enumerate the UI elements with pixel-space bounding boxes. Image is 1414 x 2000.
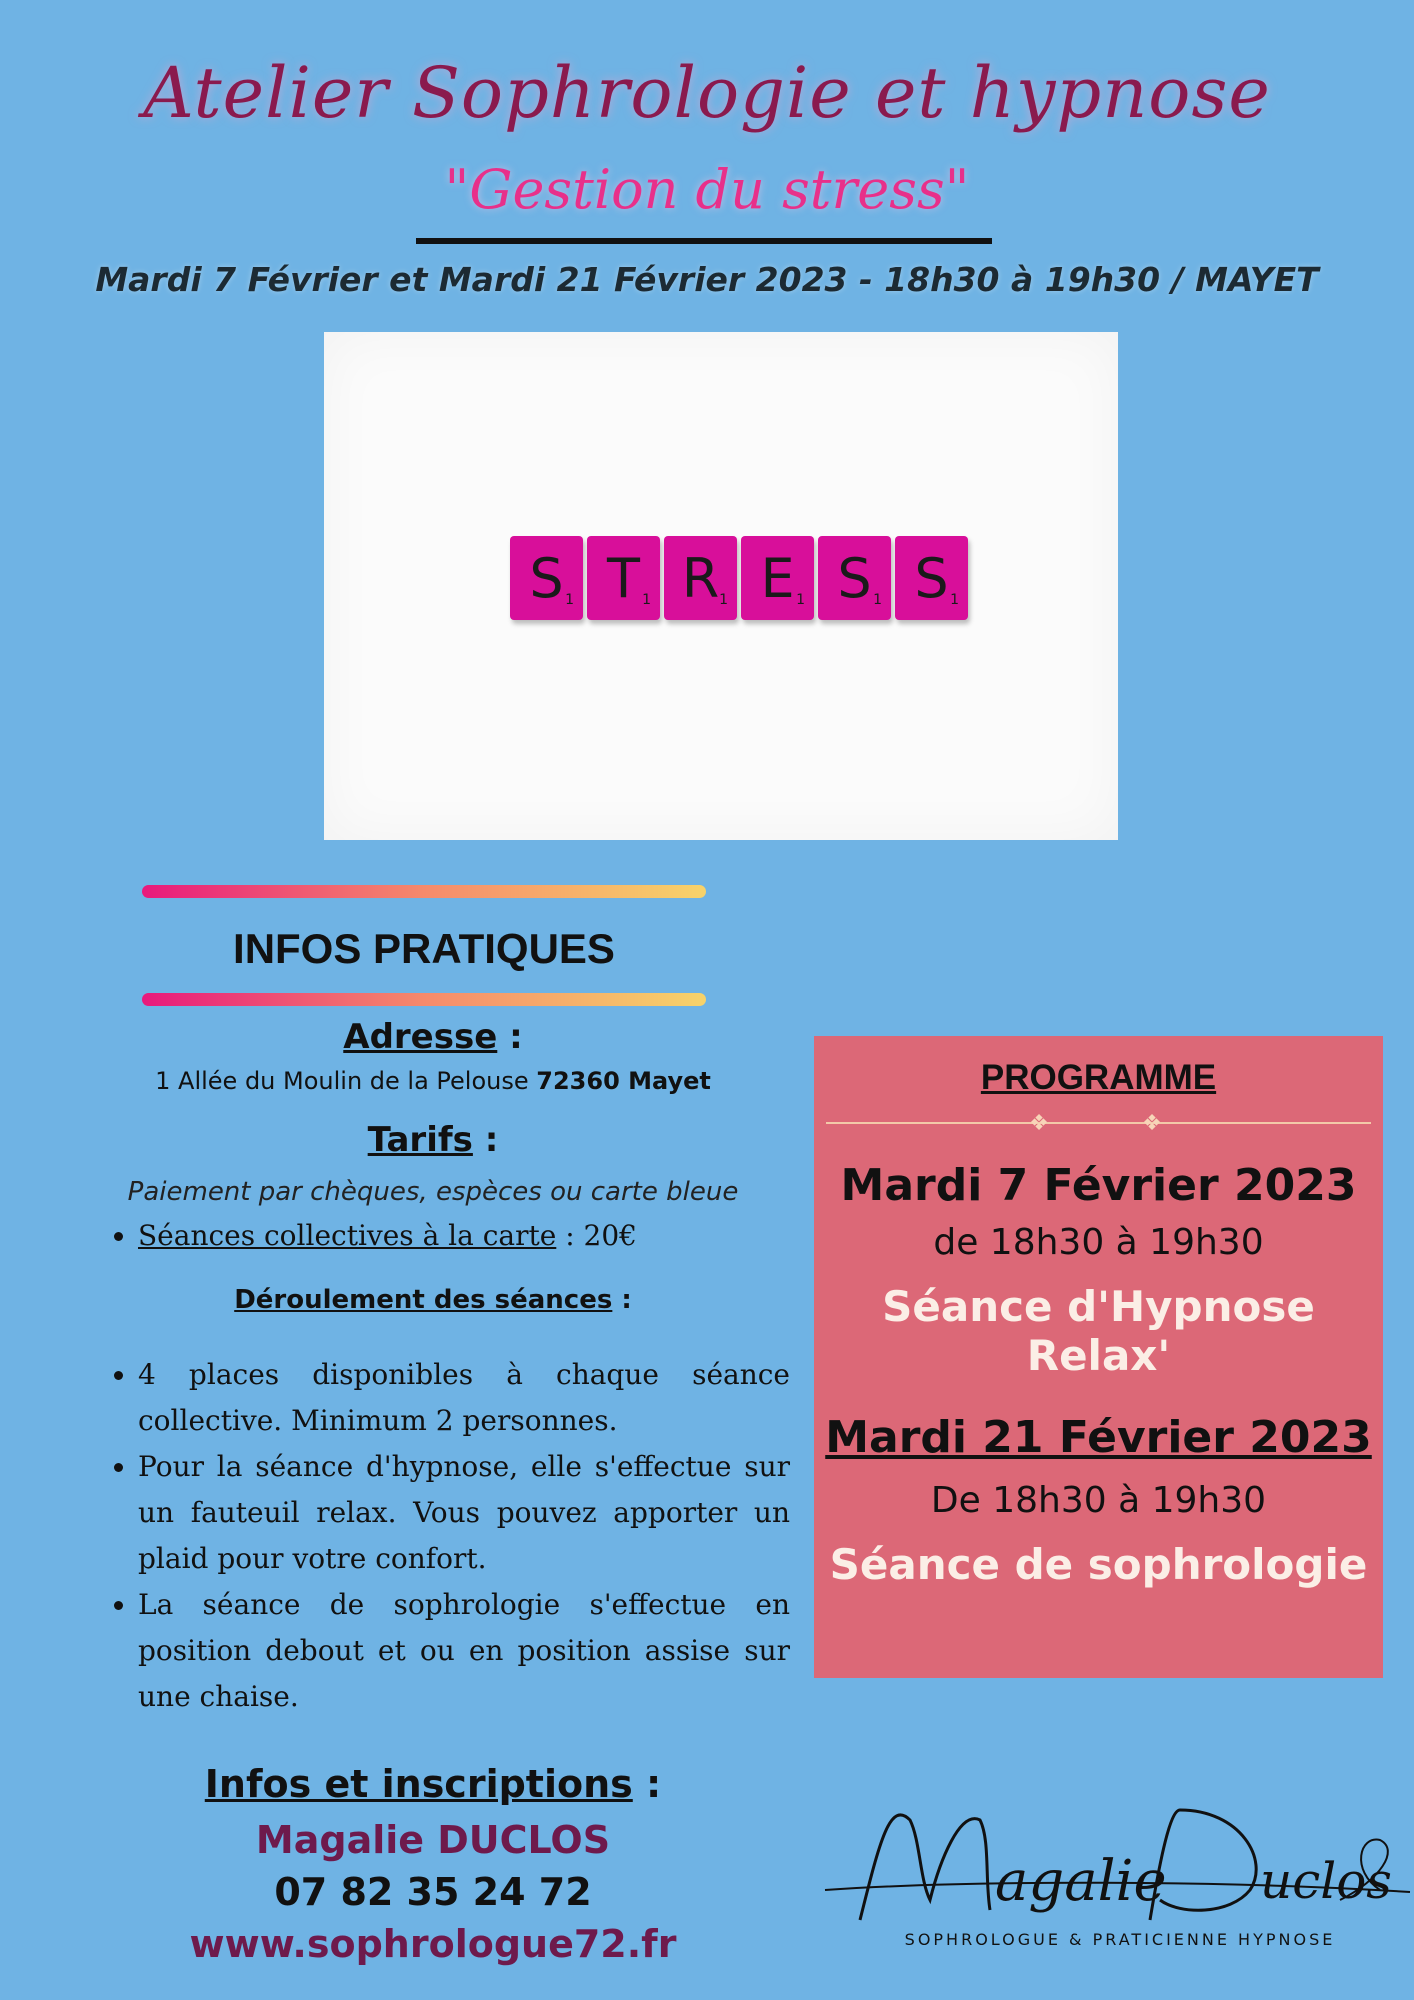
list-item: • Pour la séance d'hypnose, elle s'effectue sur un fauteuil relax. Vous pouvez apporter un plaid pour votre confort. — [138, 1444, 790, 1582]
tile: S 1 — [510, 536, 583, 620]
session1-name: Séance d'Hypnose Relax' — [882, 1282, 1315, 1380]
session2-time: De 18h30 à 19h30 — [930, 1480, 1267, 1521]
deroulement-heading: Déroulement des séances : — [234, 1285, 632, 1315]
ornament-icon: ❖ — [1029, 1110, 1049, 1136]
svg-text:uclos: uclos — [1260, 1852, 1392, 1910]
list-item: • La séance de sophrologie s'effectue en position debout et ou en position assise sur une chaise. — [138, 1582, 790, 1720]
stress-photo — [324, 332, 1118, 840]
session2-date: Mardi 21 Février 2023 — [825, 1412, 1372, 1463]
contact-website[interactable]: www.sophrologue72.fr — [189, 1922, 677, 1966]
programme-box — [814, 1036, 1383, 1678]
tarifs-heading: Tarifs : — [367, 1120, 499, 1160]
tile: R 1 — [664, 536, 737, 620]
signature-tagline: SOPHROLOGUE & PRATICIENNE HYPNOSE — [904, 1930, 1336, 1949]
programme-divider — [826, 1122, 1371, 1124]
signature-logo — [820, 1780, 1414, 1940]
session1-date: Mardi 7 Février 2023 — [840, 1160, 1357, 1211]
price-item: • Séances collectives à la carte : 20€ — [138, 1213, 790, 1259]
payment-methods: Paiement par chèques, espèces ou carte bleue — [127, 1177, 739, 1207]
contact-name: Magalie DUCLOS — [255, 1818, 611, 1862]
page-title: Atelier Sophrologie et hypnose — [143, 52, 1271, 134]
scrabble-tiles — [510, 536, 968, 620]
address-heading: Adresse : — [343, 1017, 523, 1057]
address-text: 1 Allée du Moulin de la Pelouse 72360 Mayet — [155, 1067, 711, 1095]
tile: T 1 — [587, 536, 660, 620]
infos-title: INFOS PRATIQUES — [233, 925, 615, 972]
tile: S 1 — [895, 536, 968, 620]
contact-phone[interactable]: 07 82 35 24 72 — [274, 1870, 592, 1914]
event-dates: Mardi 7 Février et Mardi 21 Février 2023 - 18h30 à 19h30 / MAYET — [95, 260, 1319, 299]
list-item: • 4 places disponibles à chaque séance collective. Minimum 2 personnes. — [138, 1352, 790, 1444]
ornament-icon: ❖ — [1142, 1110, 1162, 1136]
contact-heading: Infos et inscriptions : — [204, 1762, 662, 1806]
page-subtitle: "Gestion du stress" — [444, 158, 970, 221]
price-list — [100, 1213, 790, 1259]
gradient-divider-top — [142, 885, 706, 898]
gradient-divider-bottom — [142, 993, 706, 1006]
session1-time: de 18h30 à 19h30 — [933, 1222, 1264, 1263]
deroulement-list — [100, 1352, 790, 1720]
tile: S 1 — [818, 536, 891, 620]
svg-text:agalie: agalie — [995, 1849, 1167, 1914]
tile: E 1 — [741, 536, 814, 620]
session2-name: Séance de sophrologie — [829, 1540, 1368, 1589]
title-divider — [416, 238, 992, 244]
programme-title: PROGRAMME — [980, 1058, 1217, 1097]
